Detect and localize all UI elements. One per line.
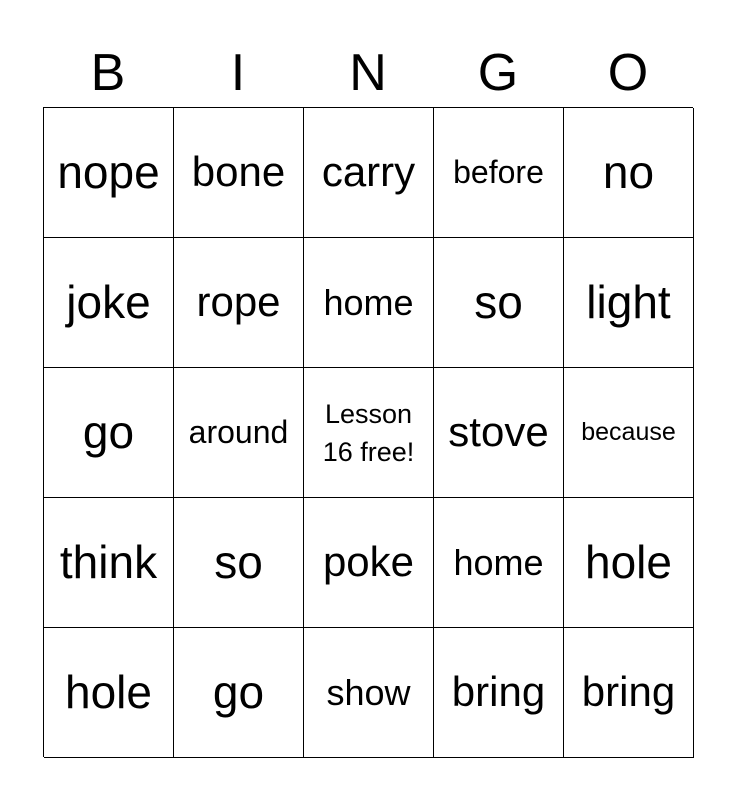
bingo-cell[interactable]: hole xyxy=(44,628,174,758)
header-letter-o: O xyxy=(607,44,649,102)
bingo-cell[interactable]: go xyxy=(174,628,304,758)
bingo-cell[interactable]: so xyxy=(434,238,564,368)
bingo-cell[interactable]: because xyxy=(564,368,694,498)
bingo-cell[interactable]: around xyxy=(174,368,304,498)
bingo-cell[interactable]: show xyxy=(304,628,434,758)
header-letter-g: G xyxy=(477,44,519,102)
free-space-cell[interactable] xyxy=(304,368,434,498)
bingo-card-grid xyxy=(43,107,693,757)
header-letter-n: N xyxy=(349,44,387,102)
bingo-cell[interactable]: bring xyxy=(564,628,694,758)
bingo-cell[interactable]: go xyxy=(44,368,174,498)
bingo-cell[interactable]: home xyxy=(304,238,434,368)
bingo-cell[interactable]: rope xyxy=(174,238,304,368)
bingo-cell[interactable]: hole xyxy=(564,498,694,628)
bingo-cell[interactable]: nope xyxy=(44,108,174,238)
bingo-cell[interactable]: joke xyxy=(44,238,174,368)
header-letter-i: I xyxy=(230,44,246,102)
bingo-cell[interactable]: carry xyxy=(304,108,434,238)
bingo-cell[interactable]: stove xyxy=(434,368,564,498)
bingo-cell[interactable]: bring xyxy=(434,628,564,758)
bingo-cell[interactable]: think xyxy=(44,498,174,628)
bingo-cell[interactable]: light xyxy=(564,238,694,368)
bingo-cell[interactable]: no xyxy=(564,108,694,238)
free-space-label: Lesson 16 free! xyxy=(322,398,415,467)
header-letter-b: B xyxy=(90,44,126,102)
bingo-header xyxy=(43,40,693,106)
bingo-cell[interactable]: so xyxy=(174,498,304,628)
bingo-cell[interactable]: poke xyxy=(304,498,434,628)
bingo-cell[interactable]: home xyxy=(434,498,564,628)
bingo-cell[interactable]: bone xyxy=(174,108,304,238)
bingo-cell[interactable]: before xyxy=(434,108,564,238)
